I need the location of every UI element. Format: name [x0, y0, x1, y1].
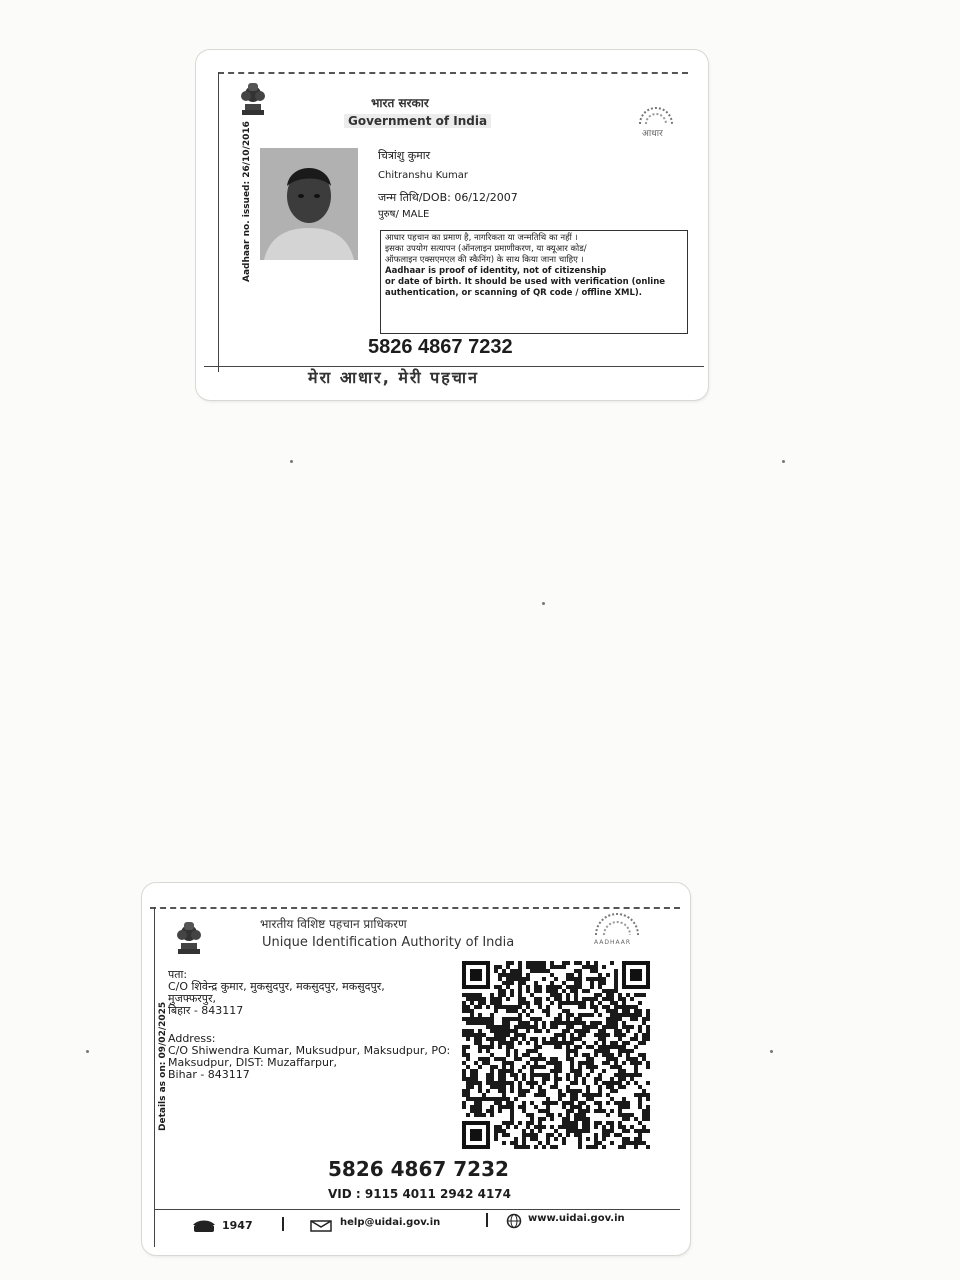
notice-hindi-line-3: ऑफलाइन एक्सएमएल की स्कैनिंग) के साथ किया जाना चाहिए । [385, 255, 584, 265]
footer-divider [154, 1209, 680, 1210]
notice-english-line-3: authentication, or scanning of QR code / offline XML). [385, 288, 642, 298]
address-hindi-line-2: मुजफ्फरपुर, [168, 992, 217, 1005]
tagline: मेरा आधार, मेरी पहचान [308, 368, 479, 387]
address-hindi-line-1: C/O शिवेन्द्र कुमार, मुकसुदपुर, मकसुदपुर, मकसुदपुर, [168, 980, 385, 993]
left-border [154, 907, 155, 1247]
address-english [168, 1033, 450, 1081]
address-english-label: Address: [168, 1032, 216, 1045]
aadhaar-number: 5826 4867 7232 [328, 1157, 509, 1181]
notice-english-line-2: or date of birth. It should be used with verification (online [385, 277, 666, 287]
helpline-number: 1947 [222, 1219, 253, 1232]
aadhaar-logo-text: आधार [642, 129, 663, 139]
phone-icon [192, 1219, 216, 1233]
footer-separator-1 [282, 1217, 284, 1231]
header-top-border [218, 72, 688, 74]
scan-speck [290, 460, 293, 463]
left-border [218, 72, 219, 372]
gender: पुरुष/ MALE [378, 209, 430, 220]
address-hindi-line-3: बिहार - 843117 [168, 1004, 244, 1017]
header-english: Government of India [344, 114, 491, 128]
footer-separator-2 [486, 1213, 488, 1227]
aadhaar-number: 5826 4867 7232 [368, 336, 513, 358]
aadhaar-logo-text: AADHAAR [594, 939, 632, 946]
address-english-line-1: C/O Shiwendra Kumar, Muksudpur, Maksudpur, PO: [168, 1044, 451, 1057]
scan-speck [542, 602, 545, 605]
details-date-label: Details as on: 09/02/2025 [158, 1001, 168, 1131]
website-url: www.uidai.gov.in [528, 1213, 625, 1224]
aadhaar-logo-icon [590, 913, 644, 937]
scan-speck [770, 1050, 773, 1053]
issued-date-label: Aadhaar no. issued: 26/10/2016 [242, 121, 252, 282]
vid-number: VID : 9115 4011 2942 4174 [328, 1187, 511, 1201]
header-hindi: भारत सरकार [371, 96, 429, 110]
national-emblem-icon [238, 80, 268, 120]
date-of-birth: जन्म तिथि/DOB: 06/12/2007 [378, 191, 518, 204]
notice-hindi-line-2: इसका उपयोग सत्यापन (ऑनलाइन प्रमाणीकरण, या क्यूआर कोड/ [385, 244, 587, 254]
notice-hindi-line-1: आधार पहचान का प्रमाण है, नागरिकता या जन्मतिथि का नहीं । [385, 233, 578, 243]
header-english: Unique Identification Authority of India [262, 935, 515, 950]
scan-speck [782, 460, 785, 463]
holder-photo [260, 148, 358, 260]
globe-icon [506, 1213, 522, 1229]
aadhaar-logo-icon [634, 104, 678, 126]
header-top-border [150, 907, 680, 909]
qr-code [462, 961, 650, 1149]
national-emblem-icon [174, 919, 204, 961]
address-hindi [168, 969, 385, 1017]
scan-speck [86, 1050, 89, 1053]
aadhaar-front-card [196, 50, 708, 400]
notice-english-line-1: Aadhaar is proof of identity, not of citizenship [385, 266, 607, 276]
name-english: Chitranshu Kumar [378, 170, 469, 181]
address-hindi-label: पता: [168, 968, 188, 981]
notice-box [380, 230, 688, 334]
aadhaar-back-card [142, 883, 690, 1255]
header-hindi: भारतीय विशिष्ट पहचान प्राधिकरण [260, 917, 407, 931]
address-english-line-2: Maksudpur, DIST: Muzaffarpur, [168, 1056, 337, 1069]
address-english-line-3: Bihar - 843117 [168, 1068, 250, 1081]
help-email: help@uidai.gov.in [340, 1217, 441, 1228]
mail-icon [310, 1220, 332, 1232]
name-hindi: चित्रांशु कुमार [378, 149, 431, 162]
